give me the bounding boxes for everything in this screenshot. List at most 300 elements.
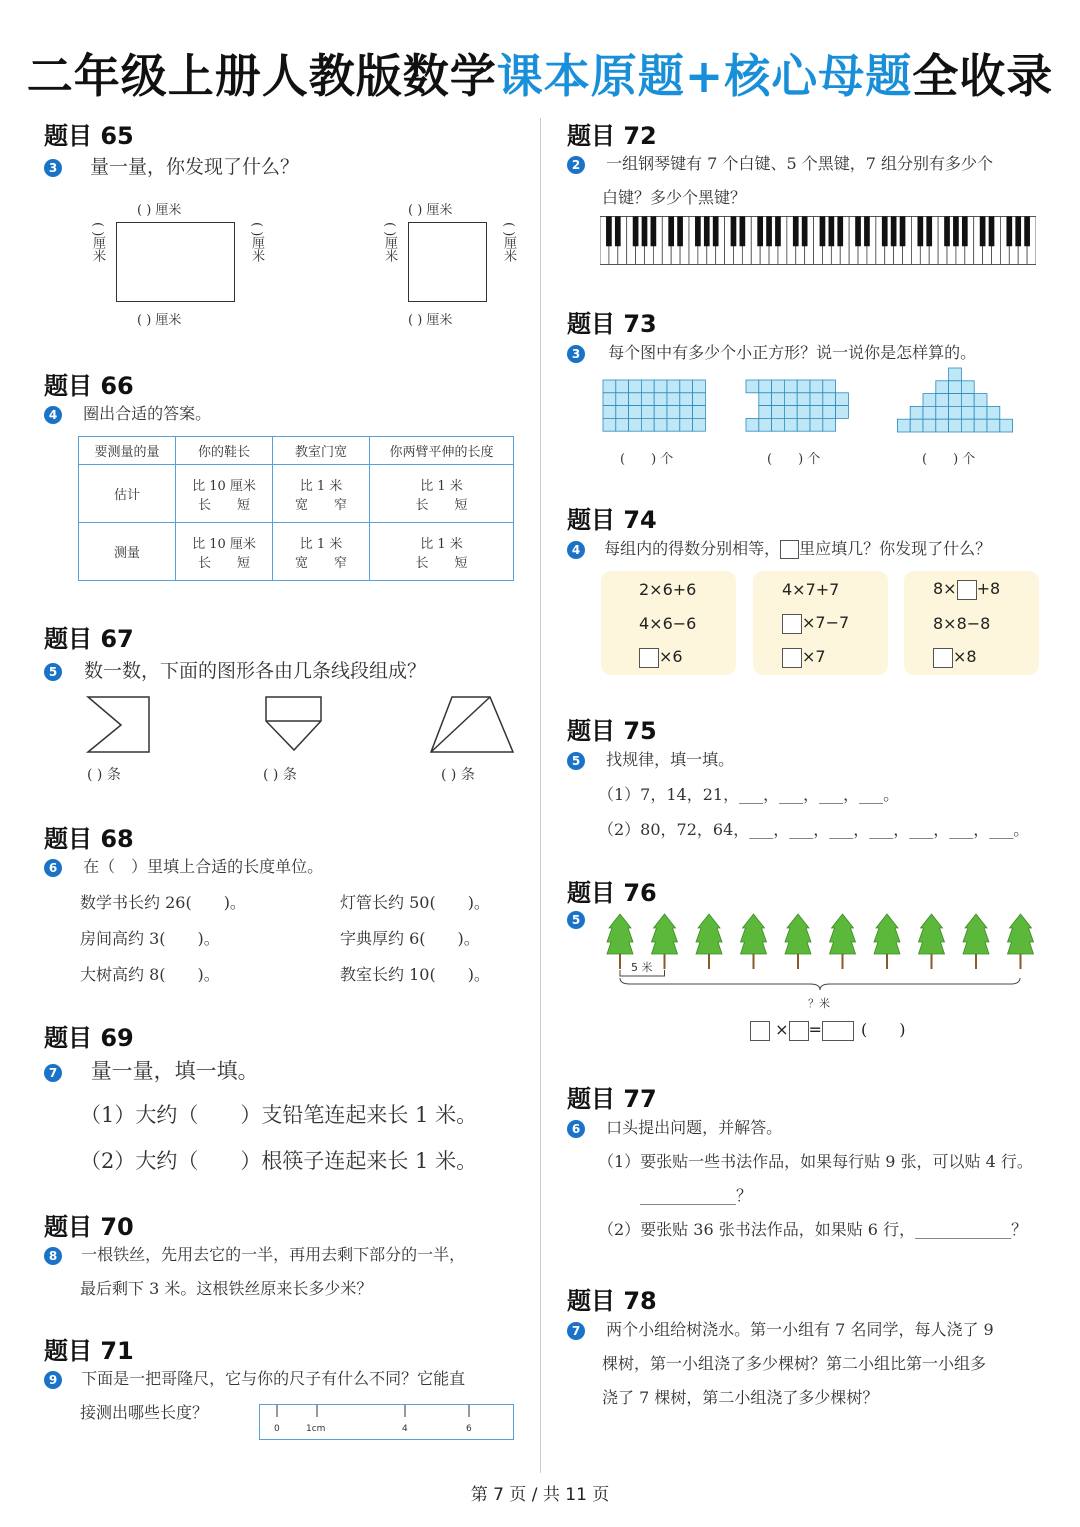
piano-black-key [855,217,861,247]
grid-square [949,368,962,381]
question-title: 题目 76 [567,879,657,907]
grid-square [759,406,772,419]
trapezoid-shape [431,697,513,752]
fill-item: 灯管长约 50( )。 [340,893,490,912]
question-number-badge: 7 [44,1064,62,1082]
grid-count-label: ( ) 个 [620,452,674,467]
question-67 [44,625,134,653]
grid-square [797,418,810,431]
question-number-badge: 9 [44,1371,62,1389]
grid-square [784,393,797,406]
answer-box [780,540,799,559]
answer-box[interactable] [957,580,977,600]
question-title: 题目 66 [44,372,134,400]
pentagon-shape [266,697,321,750]
equation: 4×7+7 [782,580,840,599]
grid-square [923,406,936,419]
ruler-mark: 4 [402,1424,408,1434]
equation-part: 8× [933,579,957,598]
cell-line: 长 短 [415,497,468,513]
grid-square [987,419,1000,432]
question-68-prompt [44,854,323,877]
tree-crown [652,914,678,954]
grid-square [667,380,680,393]
piano-black-key [989,217,995,247]
square-bottom-label: ( ) 厘米 [408,313,453,328]
cell-line: 长 短 [415,555,468,571]
piano-black-key [740,217,746,247]
grid-square [784,380,797,393]
question-number-badge: 5 [44,663,62,681]
fill-item: 字典厚约 6( )。 [340,929,480,948]
table-cell[interactable] [273,523,370,581]
question-text: 下面是一把哥隆尺，它与你的尺子有什么不同？它能直 [81,1369,466,1388]
grid-square [961,419,974,432]
piano-black-key [766,217,772,247]
question-68 [44,825,134,853]
question-text: 里应填几？你发现了什么？ [799,539,992,558]
grid-square [680,393,693,406]
piano-black-key [953,217,959,247]
question-text: 找规律，填一填。 [606,750,735,769]
piano-black-key [864,217,870,247]
question-75 [567,717,657,745]
question-title: 题目 74 [567,506,657,534]
piano-black-key [668,217,674,247]
grid-square [616,393,629,406]
question-title: 题目 77 [567,1085,657,1113]
grid-square [974,394,987,407]
grid-square [629,393,642,406]
grid-square [923,394,936,407]
question-70 [44,1213,134,1241]
question-title: 题目 71 [44,1337,134,1365]
question-76 [567,879,657,907]
question-66 [44,372,134,400]
grid-square [616,418,629,431]
grid-square [836,393,849,406]
answer-box[interactable] [822,1021,854,1041]
question-72 [567,122,657,150]
square-shape [408,222,487,302]
answer-box[interactable] [789,1021,809,1041]
question-line: ____________？ [640,1186,753,1205]
piano-black-key [615,217,621,247]
cell-line: 宽 窄 [294,497,347,513]
trapezoid-diagonal [431,697,490,752]
question-line: 接测出哪些长度？ [80,1403,209,1422]
grid-square [629,380,642,393]
question-65 [44,122,134,150]
grid-square [603,393,616,406]
question-title: 题目 65 [44,122,134,150]
question-title: 题目 73 [567,310,657,338]
equation [639,647,683,668]
grid-square [629,418,642,431]
question-text: 在（ ）里填上合适的长度单位。 [83,857,324,876]
question-number-badge: 3 [44,159,62,177]
question-text: 一根铁丝，先用去它的一半，再用去剩下部分的一半， [81,1245,466,1264]
table-cell[interactable] [176,465,273,523]
grid-square [949,406,962,419]
piano-black-key [695,217,701,247]
tree-row [600,912,1040,992]
question-73 [567,310,657,338]
grid-square [667,406,680,419]
multiplication-equation [750,1017,906,1041]
equation-part: ×7 [802,647,826,666]
cell-line: 比 10 厘米 [192,478,256,494]
grid-square [772,406,785,419]
grid-square [654,418,667,431]
tree-crown [741,914,767,954]
answer-box[interactable] [782,648,802,668]
equation-part: ×7−7 [802,613,850,632]
question-number-badge: 8 [44,1247,62,1265]
grid-square [961,406,974,419]
piano-black-key [891,217,897,247]
grid-square [680,380,693,393]
question-line: 浇了 7 棵树，第二小组浇了多少棵树？ [602,1388,879,1407]
question-text: 口头提出问题，并解答。 [606,1118,783,1137]
grid-square [772,393,785,406]
question-line: （2）大约（ ）根筷子连起来长 1 米。 [80,1149,478,1173]
question-text: 数一数，下面的图形各由几条线段组成？ [84,660,427,682]
table-header: 你两臂平伸的长度 [370,437,514,465]
question-line: （2）要张贴 36 张书法作品，如果贴 6 行，____________？ [598,1220,1028,1239]
grid-square [693,406,706,419]
tree-crown [874,914,900,954]
grid-square [897,419,910,432]
unit-blank: ( ) [861,1020,906,1039]
question-69-prompt [44,1055,259,1085]
grid-square [910,419,923,432]
question-67-prompt [44,656,426,683]
tree-crown [696,914,722,954]
piano-black-key [677,217,683,247]
grid-square [923,419,936,432]
shape-count-label: ( ) 条 [441,767,475,783]
question-78-line-1 [567,1317,994,1340]
question-77 [567,1085,657,1113]
column-divider [540,118,541,1473]
table-cell[interactable] [273,465,370,523]
grid-square [772,380,785,393]
table-row [79,465,514,523]
equation [933,579,1000,600]
question-title: 题目 67 [44,625,134,653]
piano-black-key [793,217,799,247]
square-grids [600,366,1020,436]
question-title: 题目 68 [44,825,134,853]
grid-square [823,380,836,393]
piano-black-key [651,217,657,247]
grid-square [616,406,629,419]
piano-black-key [1015,217,1021,247]
square-right-label: ( )厘米 [501,222,516,263]
question-text: 每组内的得数分别相等， [604,539,781,558]
piano-black-key [731,217,737,247]
piano-black-key [775,217,781,247]
tree-crown [607,914,633,954]
grid-count-label: ( ) 个 [922,452,976,467]
question-text: 两个小组给树浇水。第一小组有 7 名同学，每人浇了 9 [606,1320,994,1339]
cell-line: 比 1 米 [299,478,343,494]
grid-square [680,406,693,419]
question-line: 棵树，第一小组浇了多少棵树？第二小组比第一小组多 [602,1354,987,1373]
tree-crown [919,914,945,954]
grid-square [961,381,974,394]
rect-bottom-label: ( ) 厘米 [137,313,182,328]
square-left-label: ( )厘米 [382,222,397,263]
question-74 [567,506,657,534]
piano-black-key [882,217,888,247]
grid-square [949,381,962,394]
equation [933,647,977,668]
question-text: 量一量，填一填。 [90,1059,259,1083]
question-line: 最后剩下 3 米。这根铁丝原来长多少米？ [80,1279,373,1298]
piano-black-key [900,217,906,247]
question-75-prompt [567,747,734,770]
equation: 2×6+6 [639,580,697,599]
question-number-badge: 5 [567,752,585,770]
grid-square [667,393,680,406]
grid-square [629,406,642,419]
grid-square [949,394,962,407]
question-74-prompt [567,536,991,559]
ruler-mark: 6 [466,1424,472,1434]
question-71 [44,1337,134,1365]
rect-left-label: ( )厘米 [90,222,105,263]
question-number-badge: 4 [44,406,62,424]
segment-shapes [80,692,520,758]
table-cell[interactable] [370,465,514,523]
rect-right-label: ( )厘米 [249,222,264,263]
question-title: 题目 69 [44,1024,134,1052]
piano-black-key [962,217,968,247]
grid-square [784,418,797,431]
question-title: 题目 75 [567,717,657,745]
question-title: 题目 72 [567,122,657,150]
tree-crown [963,914,989,954]
piano-black-key [980,217,986,247]
tree-crown [830,914,856,954]
grid-square [654,406,667,419]
grid-square [823,406,836,419]
grid-square [810,380,823,393]
grid-square [797,380,810,393]
grid-square [974,406,987,419]
grid-square [693,418,706,431]
question-number-badge: 2 [567,156,585,174]
grid-square [987,406,1000,419]
question-number-badge: 6 [567,1120,585,1138]
cell-line: 比 1 米 [420,478,463,494]
grid-square [810,393,823,406]
piano-black-key [633,217,639,247]
grid-square [936,381,949,394]
ruler-mark: 1cm [306,1424,326,1434]
equation [782,613,849,634]
table-header-row [79,437,514,465]
row-label: 估计 [79,465,176,523]
question-66-prompt [44,401,211,424]
grid-square [693,393,706,406]
sequence-line: （2）80，72，64，___，___，___，___，___，___，___。 [598,820,1030,839]
grid-square [1000,419,1013,432]
tree-crown [785,914,811,954]
grid-square [746,380,759,393]
question-number-badge: 7 [567,1322,585,1340]
piano-black-key [802,217,808,247]
equation: 8×8−8 [933,614,991,633]
question-78 [567,1287,657,1315]
grid-square [974,419,987,432]
table-cell[interactable] [370,523,514,581]
cell-line: 长 短 [197,555,250,571]
grid-square [641,418,654,431]
question-number-badge: 4 [567,541,585,559]
question-text: 圈出合适的答案。 [83,404,212,423]
question-number-badge: 6 [44,859,62,877]
grid-square [641,380,654,393]
piano-black-key [828,217,834,247]
ruler-mark: 0 [274,1424,280,1434]
measurement-table [78,436,514,581]
grid-square [680,418,693,431]
grid-square [759,393,772,406]
ruler-ticks [260,1405,512,1419]
question-title: 题目 78 [567,1287,657,1315]
question-line: （1）大约（ ）支铅笔连起来长 1 米。 [80,1103,478,1127]
fill-item: 数学书长约 26( )。 [80,893,246,912]
page-footer: 第 7 页 / 共 11 页 [470,1485,610,1505]
title-part-3: 全收录 [912,49,1054,103]
answer-box[interactable] [782,614,802,634]
piano-black-key [926,217,932,247]
grid-square [784,406,797,419]
answer-box[interactable] [639,648,659,668]
grid-square [823,418,836,431]
piano-black-key [757,217,763,247]
piano-black-key [917,217,923,247]
grid-square [654,380,667,393]
total-length-label: ？米 [808,997,830,1010]
grid-square [810,418,823,431]
question-69 [44,1024,134,1052]
sequence-line: （1）7，14，21，___，___，___，___。 [598,785,900,804]
grid-square [797,393,810,406]
page-title [0,40,1080,106]
shape-count-label: ( ) 条 [263,767,297,783]
grid-square [936,419,949,432]
question-text: 量一量，你发现了什么？ [90,156,300,178]
question-number-badge: 5 [567,911,585,929]
grid-square [667,418,680,431]
grid-square [603,418,616,431]
piano-black-key [713,217,719,247]
piano-keyboard [600,216,1036,266]
fill-item: 大树高约 8( )。 [80,965,220,984]
piano-black-key [606,217,612,247]
cell-line: 比 1 米 [299,536,343,552]
grid-square [603,380,616,393]
grid-square [746,418,759,431]
grid-square [936,394,949,407]
grid-count-label: ( ) 个 [767,452,821,467]
fill-item: 教室长约 10( )。 [340,965,490,984]
piano-black-key [837,217,843,247]
table-header: 要测量的量 [79,437,176,465]
rect-top-label: ( ) 厘米 [137,203,182,218]
tree-gap-label: 5 米 [631,961,653,974]
grid-square [949,419,962,432]
grid-square [961,394,974,407]
equals-sign: = [808,1020,822,1039]
equation-part: ×6 [659,647,683,666]
grid-square [654,393,667,406]
table-header: 教室门宽 [273,437,370,465]
question-65-prompt [44,152,299,179]
cell-line: 比 10 厘米 [192,536,256,552]
total-brace [620,978,1020,990]
question-title: 题目 70 [44,1213,134,1241]
times-sign: × [775,1020,789,1039]
rectangle-shape [116,222,235,302]
square-top-label: ( ) 厘米 [408,203,453,218]
title-part-1: 二年级上册人教版数学 [26,49,497,103]
question-76-badge [567,909,585,929]
equation-part: +8 [976,579,1001,598]
title-part-2: 课本原题+核心母题 [496,49,913,103]
grid-square [603,406,616,419]
answer-box[interactable] [933,648,953,668]
piano-black-key [1006,217,1012,247]
answer-box[interactable] [750,1021,770,1041]
grid-square [823,393,836,406]
cell-line: 比 1 米 [420,536,463,552]
question-text: 一组钢琴键有 7 个白键、5 个黑键，7 组分别有多少个 [606,154,993,173]
shape-count-label: ( ) 条 [87,767,121,783]
question-77-prompt [567,1115,782,1138]
grid-square [772,418,785,431]
table-cell[interactable] [176,523,273,581]
grid-square [641,406,654,419]
piano-black-key [944,217,950,247]
grid-square [797,406,810,419]
row-label: 测量 [79,523,176,581]
cell-line: 长 短 [197,497,250,513]
table-header: 你的鞋长 [176,437,273,465]
piano-black-key [642,217,648,247]
question-72-line-1 [567,151,993,174]
grid-square [759,380,772,393]
question-text: 每个图中有多少个小正方形？说一说你是怎样算的。 [608,343,977,362]
arrow-notch-shape [88,697,149,752]
grid-square [910,406,923,419]
golomb-ruler [259,1404,514,1440]
grid-square [641,393,654,406]
cell-line: 宽 窄 [294,555,347,571]
question-line: （1）要张贴一些书法作品，如果每行贴 9 张，可以贴 4 行。 [598,1152,1033,1171]
question-number-badge: 3 [567,345,585,363]
tree-crown [1008,914,1034,954]
grid-square [693,380,706,393]
piano-black-key [704,217,710,247]
question-73-prompt [567,340,976,363]
question-line: 白键？多少个黑键？ [602,188,747,207]
equation [782,647,826,668]
